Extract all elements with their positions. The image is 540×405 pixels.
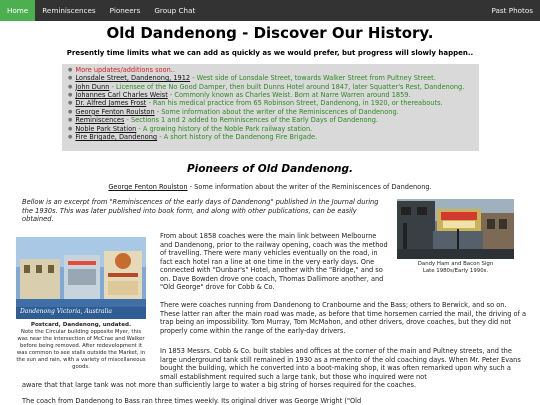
bullet-icon: ● (68, 75, 73, 82)
update-item (68, 133, 473, 141)
bullet-icon: ● (68, 117, 73, 124)
paragraph-bass-coach: The coach from Dandenong to Bass ran three times weekly. Its original driver was George Wright ("Old (22, 397, 362, 405)
left-caption-title: Postcard, Dandenong, undated. (30, 322, 132, 328)
updates-heading-row (68, 66, 473, 74)
update-link-fire-brigade[interactable]: Fire Brigade, Dandenong (75, 132, 158, 141)
nav-pioneers[interactable]: Pioneers (109, 5, 141, 15)
photo-dandy-sign[interactable] (397, 199, 514, 259)
bullet-icon: ● (68, 100, 73, 107)
update-text: - Licensee of the No Good Damper, then built Dunns Hotel around 1847, later Squatter's Rest, Dandenong. (109, 82, 465, 91)
update-text: - A growing history of the Noble Park railway station. (136, 124, 313, 133)
update-link-roulston[interactable]: George Fenton Roulston (75, 107, 155, 116)
update-link-reminiscences[interactable]: Reminiscences (75, 116, 125, 125)
author-line (0, 183, 540, 191)
update-item (68, 116, 473, 124)
nav-spacer (202, 0, 484, 21)
postcard-print: Dandenong Victoria, Australia (20, 308, 112, 316)
nav-past-photos[interactable]: Past Photos (491, 5, 533, 15)
paragraph-cobb-end: aware that that large tank was not more than sufficiently large to water a big string of horses required for the coaches. (22, 381, 417, 390)
author-text: - Some information about the writer of the Reminiscences of Dandenong. (187, 183, 432, 191)
bullet-icon: ● (68, 133, 73, 140)
right-caption-line1: Dandy Ham and Bacon Sign (417, 261, 494, 267)
update-item (68, 99, 473, 107)
update-text: - Sections 1 and 2 added to Reminiscences of the Early Days of Dandenong. (124, 116, 379, 125)
right-caption-line2: Late 1980s/Early 1990s. (422, 268, 489, 275)
update-item (68, 74, 473, 82)
paragraph-cobb (22, 347, 526, 390)
update-text: - Commonly known as Charles Weist. Born at Narre Warren around 1859. (167, 91, 411, 100)
section-heading: Pioneers of Old Dandenong. (186, 163, 354, 175)
page-title: Old Dandenong - Discover Our History. (106, 24, 434, 42)
top-nav (0, 0, 540, 21)
photo-postcard-graphic (16, 237, 146, 319)
nav-home[interactable]: Home (0, 0, 35, 21)
updates-heading: More updates/additions soon.. (75, 66, 175, 74)
photo-dandy-sign-graphic (397, 199, 514, 259)
updates-box (62, 64, 479, 151)
update-link-lonsdale[interactable]: Lonsdale Street, Dandenong, 1912 (75, 74, 191, 83)
update-link-weist[interactable]: Johannes Carl Charles Weist (75, 91, 168, 100)
nav-group-chat[interactable]: Group Chat (154, 5, 196, 15)
figure-right (397, 199, 514, 276)
update-item (68, 125, 473, 133)
update-text: - Ran his medical practice from 65 Robinson Street, Dandenong, in 1920, or thereabouts. (146, 99, 443, 108)
paragraph-coaches: From about 1858 coaches were the main link between Melbourne and Dandenong, prior to the railway opening, coach was the method of travelling. There were many vehicles eventually on the road, in fact each hotel ran a line at one time in the very early days. One connected with "Dunbar's" Hotel, another with the "Bridge," and so on. Dave Bowden drove one coach, Thomas Dallimore another, and "Old George" drove for Cobb & Co. (160, 232, 388, 292)
update-item (68, 83, 473, 91)
author-link[interactable]: George Fenton Roulston (108, 183, 188, 191)
bullet-icon: ● (68, 67, 73, 73)
update-link-noble-park[interactable]: Noble Park Station (75, 124, 137, 133)
update-link-frost[interactable]: Dr. Alfred James Frost (75, 99, 147, 108)
update-item (68, 108, 473, 116)
bullet-icon: ● (68, 108, 73, 115)
update-text: - Some information about the writer of the Reminiscences of Dandenong. (154, 107, 399, 116)
update-text: - West side of Lonsdale Street, towards Walker Street from Pultney Street. (190, 74, 436, 83)
nav-reminiscences[interactable]: Reminiscences (42, 5, 96, 15)
paragraph-routes: There were coaches running from Dandenong to Cranbourne and the Bass; others to Berwick, and so on. These latter ran after the main road was made, as before that time horsemen carried the mail, the driving of a trap being an impossibility. Tom Murray, Tom McMahon, and other drivers, drove coaches, but they did not properly come within the range of the early-day drivers. (160, 301, 527, 335)
right-caption (397, 261, 514, 276)
update-text: - A short history of the Dandenong Fire Brigade. (157, 132, 318, 141)
photo-postcard[interactable] (16, 237, 146, 319)
bullet-icon: ● (68, 92, 73, 99)
page-subtitle: Presently time limits what we can add as quickly as we would prefer, but progress will slowly happen.. (66, 49, 474, 57)
paragraph-cobb-main: In 1853 Messrs. Cobb & Co. built stables and offices at the corner of the main and Pultney streets, and the large underground tank still remained in 1930 as a memento of the old coaching days. When Mr. Peter Evans bought the building, which he converted into a boot-making shop, it was often remarked upon why such a small establishment required such a large tank, but those who inquired were not (160, 347, 521, 381)
left-caption-body: Note the Circular building opposite Myer, this was near the intersection of McCrae and Walker before being removed. After redevelopment it was common to see stalls outside the Market, in the sun and rain, with a variety of miscellaneous goods. (16, 329, 146, 370)
bullet-icon: ● (68, 125, 73, 132)
intro-paragraph: Bellow is an excerpt from "Reminiscences of the early days of Dandenong" published in the Journal during the 1930s. This was later published into book form, and along with other publications, can be easily obtained. (22, 198, 379, 224)
update-link-john-dunn[interactable]: John Dunn (75, 82, 110, 91)
update-item (68, 91, 473, 99)
bullet-icon: ● (68, 83, 73, 90)
